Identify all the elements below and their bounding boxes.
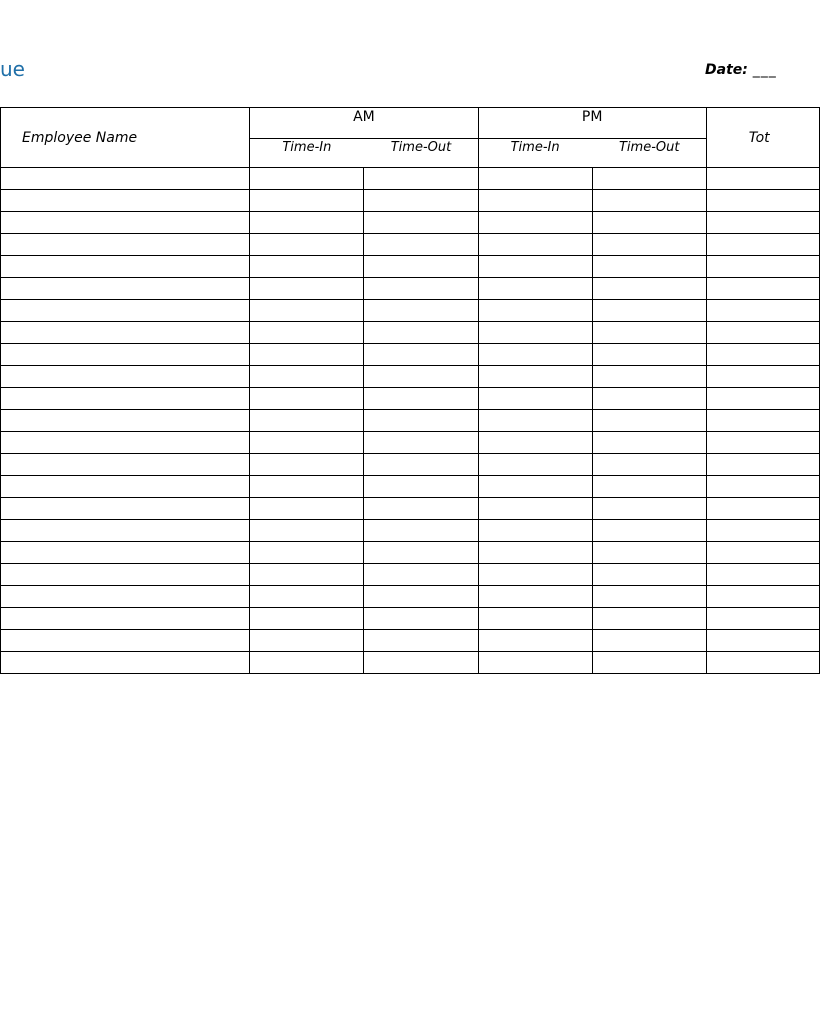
table-row [1,564,820,586]
am-time-out-cell[interactable] [364,454,478,476]
date-label: Date: [705,62,748,78]
employee-name-cell[interactable] [1,498,250,520]
employee-name-cell[interactable] [1,344,250,366]
total-cell[interactable] [706,608,819,630]
am-time-out-cell[interactable] [364,212,478,234]
table-row [1,454,820,476]
employee-name-cell[interactable] [1,388,250,410]
am-time-in-header: Time-In [250,139,364,168]
pm-header: PM [478,108,706,139]
pm-time-out-cell[interactable] [592,322,706,344]
pm-time-out-cell[interactable] [592,520,706,542]
am-time-out-cell[interactable] [364,520,478,542]
am-time-in-cell[interactable] [250,256,364,278]
employee-name-cell[interactable] [1,278,250,300]
am-time-out-cell[interactable] [364,366,478,388]
pm-time-in-cell[interactable] [478,564,592,586]
pm-time-in-cell[interactable] [478,432,592,454]
employee-name-cell[interactable] [1,322,250,344]
pm-time-in-cell[interactable] [478,652,592,674]
table-row [1,278,820,300]
am-time-out-cell[interactable] [364,410,478,432]
am-time-out-header: Time-Out [364,139,478,168]
table-row [1,432,820,454]
timesheet-table [0,107,820,674]
table-row [1,388,820,410]
am-time-in-cell[interactable] [250,454,364,476]
am-time-out-cell[interactable] [364,476,478,498]
table-row [1,410,820,432]
pm-time-in-cell[interactable] [478,476,592,498]
table-row [1,168,820,190]
pm-time-in-cell[interactable] [478,300,592,322]
pm-time-out-cell[interactable] [592,190,706,212]
pm-time-in-header: Time-In [478,139,592,168]
total-cell[interactable] [706,234,819,256]
employee-name-cell[interactable] [1,520,250,542]
total-cell[interactable] [706,344,819,366]
am-time-in-cell[interactable] [250,586,364,608]
am-time-out-cell[interactable] [364,564,478,586]
am-time-out-cell[interactable] [364,608,478,630]
pm-time-in-cell[interactable] [478,630,592,652]
pm-time-out-cell[interactable] [592,366,706,388]
pm-time-out-cell[interactable] [592,476,706,498]
pm-time-out-cell[interactable] [592,564,706,586]
pm-time-in-cell[interactable] [478,542,592,564]
employee-name-cell[interactable] [1,410,250,432]
pm-time-in-cell[interactable] [478,212,592,234]
employee-name-cell[interactable] [1,300,250,322]
table-row [1,608,820,630]
table-row [1,300,820,322]
employee-name-cell[interactable] [1,234,250,256]
am-time-in-cell[interactable] [250,388,364,410]
am-header: AM [250,108,478,139]
employee-name-cell[interactable] [1,432,250,454]
pm-time-out-cell[interactable] [592,608,706,630]
header-row-groups [1,108,820,139]
table-row [1,344,820,366]
total-cell[interactable] [706,564,819,586]
am-time-in-cell[interactable] [250,630,364,652]
am-time-out-cell[interactable] [364,652,478,674]
pm-time-out-cell[interactable] [592,168,706,190]
date-blank: ___ [752,62,777,78]
total-cell[interactable] [706,432,819,454]
am-time-in-cell[interactable] [250,520,364,542]
am-time-in-cell[interactable] [250,564,364,586]
am-time-out-cell[interactable] [364,278,478,300]
employee-name-cell[interactable] [1,256,250,278]
document-title: ue [0,57,25,81]
pm-time-in-cell[interactable] [478,234,592,256]
pm-time-in-cell[interactable] [478,322,592,344]
employee-name-header: Employee Name [1,108,250,168]
pm-time-in-cell[interactable] [478,366,592,388]
pm-time-out-cell[interactable] [592,586,706,608]
timesheet-body [1,168,820,674]
pm-time-out-cell[interactable] [592,498,706,520]
table-row [1,234,820,256]
pm-time-out-cell[interactable] [592,454,706,476]
total-header: Tot [706,108,819,168]
table-row [1,498,820,520]
employee-name-cell[interactable] [1,630,250,652]
pm-time-in-cell[interactable] [478,520,592,542]
pm-time-in-cell[interactable] [478,586,592,608]
pm-time-in-cell[interactable] [478,454,592,476]
employee-name-cell[interactable] [1,476,250,498]
total-cell[interactable] [706,652,819,674]
pm-time-in-cell[interactable] [478,256,592,278]
total-cell[interactable] [706,168,819,190]
am-time-out-cell[interactable] [364,388,478,410]
total-cell[interactable] [706,388,819,410]
employee-name-cell[interactable] [1,168,250,190]
table-row [1,630,820,652]
pm-time-out-cell[interactable] [592,234,706,256]
am-time-out-cell[interactable] [364,630,478,652]
employee-name-cell[interactable] [1,652,250,674]
am-time-out-cell[interactable] [364,432,478,454]
am-time-out-cell[interactable] [364,586,478,608]
employee-name-cell[interactable] [1,454,250,476]
total-cell[interactable] [706,542,819,564]
pm-time-in-cell[interactable] [478,168,592,190]
table-row [1,212,820,234]
pm-time-out-cell[interactable] [592,652,706,674]
total-cell[interactable] [706,322,819,344]
pm-time-in-cell[interactable] [478,278,592,300]
employee-name-cell[interactable] [1,212,250,234]
employee-name-cell[interactable] [1,366,250,388]
total-cell[interactable] [706,454,819,476]
am-time-in-cell[interactable] [250,542,364,564]
pm-time-out-cell[interactable] [592,388,706,410]
table-row [1,476,820,498]
am-time-out-cell[interactable] [364,190,478,212]
am-time-in-cell[interactable] [250,300,364,322]
am-time-in-cell[interactable] [250,410,364,432]
am-time-out-cell[interactable] [364,300,478,322]
pm-time-out-cell[interactable] [592,344,706,366]
total-cell[interactable] [706,278,819,300]
am-time-in-cell[interactable] [250,168,364,190]
pm-time-in-cell[interactable] [478,410,592,432]
employee-name-cell[interactable] [1,608,250,630]
total-cell[interactable] [706,520,819,542]
total-cell[interactable] [706,300,819,322]
total-cell[interactable] [706,212,819,234]
table-row [1,366,820,388]
employee-name-cell[interactable] [1,190,250,212]
am-time-out-cell[interactable] [364,256,478,278]
pm-time-in-cell[interactable] [478,608,592,630]
am-time-in-cell[interactable] [250,234,364,256]
am-time-in-cell[interactable] [250,212,364,234]
am-time-out-cell[interactable] [364,168,478,190]
total-cell[interactable] [706,410,819,432]
pm-time-out-cell[interactable] [592,630,706,652]
employee-name-cell[interactable] [1,564,250,586]
pm-time-in-cell[interactable] [478,498,592,520]
employee-name-cell[interactable] [1,542,250,564]
total-cell[interactable] [706,630,819,652]
pm-time-in-cell[interactable] [478,344,592,366]
table-row [1,520,820,542]
employee-name-cell[interactable] [1,586,250,608]
am-time-in-cell[interactable] [250,190,364,212]
table-row [1,190,820,212]
am-time-in-cell[interactable] [250,278,364,300]
table-row [1,586,820,608]
pm-time-out-header: Time-Out [592,139,706,168]
am-time-in-cell[interactable] [250,608,364,630]
am-time-out-cell[interactable] [364,322,478,344]
am-time-out-cell[interactable] [364,344,478,366]
am-time-out-cell[interactable] [364,542,478,564]
total-cell[interactable] [706,366,819,388]
pm-time-out-cell[interactable] [592,278,706,300]
pm-time-out-cell[interactable] [592,212,706,234]
table-row [1,542,820,564]
table-row [1,652,820,674]
total-cell[interactable] [706,476,819,498]
am-time-in-cell[interactable] [250,432,364,454]
am-time-in-cell[interactable] [250,344,364,366]
pm-time-in-cell[interactable] [478,388,592,410]
date-field [705,61,777,79]
am-time-out-cell[interactable] [364,498,478,520]
pm-time-out-cell[interactable] [592,432,706,454]
total-cell[interactable] [706,498,819,520]
pm-time-out-cell[interactable] [592,256,706,278]
am-time-out-cell[interactable] [364,234,478,256]
am-time-in-cell[interactable] [250,476,364,498]
am-time-in-cell[interactable] [250,652,364,674]
pm-time-out-cell[interactable] [592,542,706,564]
total-cell[interactable] [706,586,819,608]
am-time-in-cell[interactable] [250,366,364,388]
table-row [1,322,820,344]
table-row [1,256,820,278]
pm-time-in-cell[interactable] [478,190,592,212]
total-cell[interactable] [706,190,819,212]
pm-time-out-cell[interactable] [592,410,706,432]
total-cell[interactable] [706,256,819,278]
pm-time-out-cell[interactable] [592,300,706,322]
am-time-in-cell[interactable] [250,498,364,520]
am-time-in-cell[interactable] [250,322,364,344]
